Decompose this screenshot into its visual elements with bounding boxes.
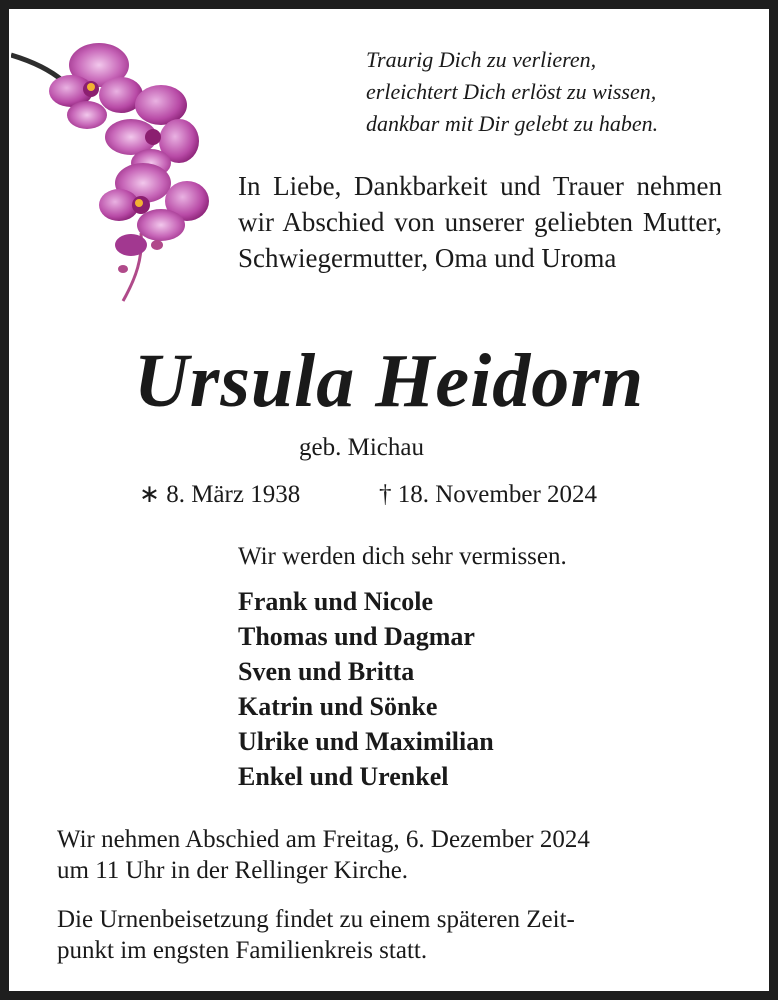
ceremony-line: um 11 Uhr in der Rellinger Kirche. [57,857,409,884]
mourner-entry: Enkel und Urenkel [238,762,449,791]
mourner-entry: Ulrike und Maximilian [238,727,494,756]
poem-verse [366,44,726,140]
poem-line: Traurig Dich zu verlieren, [366,47,597,72]
maiden-name: geb. Michau [299,434,424,461]
mourner-entry: Frank und Nicole [238,587,434,616]
farewell-line: Wir werden dich sehr vermissen. [238,543,567,570]
mourners-list [238,584,494,794]
death-symbol: † [379,481,392,508]
mourner-entry: Thomas und Dagmar [238,622,475,651]
ceremony-line: Wir nehmen Abschied am Freitag, 6. Dezember 2024 [57,826,590,853]
birth-symbol: ∗ [139,481,160,508]
birth-date-line [139,479,300,511]
urn-burial-info [57,904,737,966]
urn-line: punkt im engsten Familienkreis statt. [57,937,428,964]
deceased-name: Ursula Heidorn [133,339,645,423]
death-date-line [379,479,597,511]
mourner-entry: Katrin und Sönke [238,692,438,721]
urn-line: Die Urnenbeisetzung findet zu einem späteren Zeit- [57,906,575,933]
orchid-image [11,33,221,313]
mourner-entry: Sven und Britta [238,657,415,686]
death-date: 18. November 2024 [397,481,598,508]
poem-line: dankbar mit Dir gelebt zu haben. [366,111,659,136]
intro-text: In Liebe, Dankbarkeit und Trauer nehmen wir Abschied von unserer geliebten Mutter, Schwiegermutter, Oma und Uroma [238,171,722,273]
birth-date: 8. März 1938 [166,481,301,508]
ceremony-info [57,824,737,886]
poem-line: erleichtert Dich erlöst zu wissen, [366,79,657,104]
